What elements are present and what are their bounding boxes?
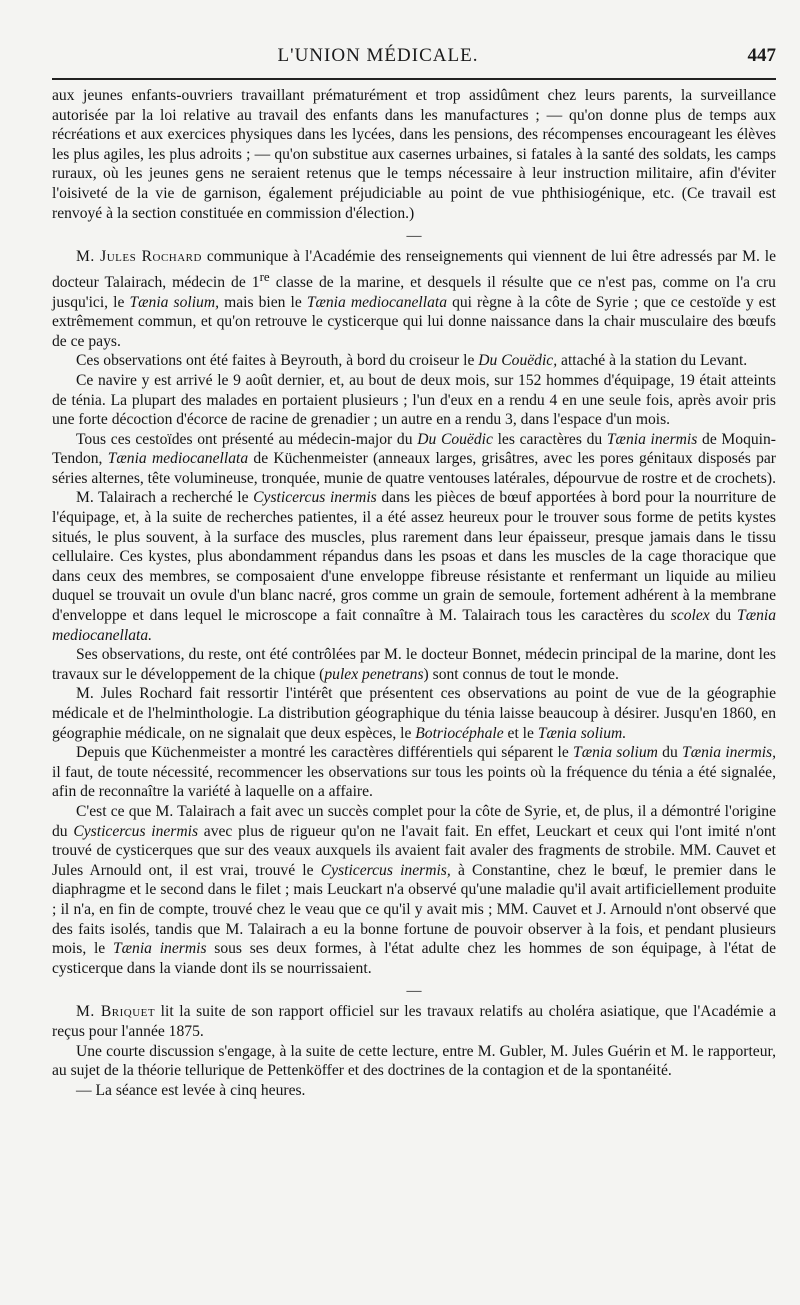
text-run: et le bbox=[503, 724, 538, 742]
text-run: de Moquin-Tendon, bbox=[52, 430, 777, 468]
italic-term: Tænia mediocanellata bbox=[107, 450, 249, 468]
italic-term: Tænia inermis bbox=[606, 430, 698, 448]
italic-term: Tænia solium, bbox=[129, 293, 220, 311]
text-run: M. Jules Rochard fait ressortir l'intérêt que présentent ces observations au point de vue de la géographie médicale et de l'helminthologie. La distribution géographique du ténia laisse beaucoup à désirer. Jusqu'en 1860, en géographie médicale, on ne signalait que deux espèces, le bbox=[52, 685, 776, 742]
paragraph-rochard-communication bbox=[52, 247, 776, 351]
text-run: Tous ces cestoïdes ont présenté au médecin-major du bbox=[76, 430, 418, 448]
text-run: classe de la marine, et desquels il résulte que ce n'est pas, comme on l'a cru jusqu'ici, le bbox=[52, 273, 776, 311]
italic-term: Tænia solium bbox=[573, 744, 658, 762]
page-header bbox=[52, 0, 776, 72]
italic-term: scolex bbox=[670, 607, 710, 625]
speaker-name: M. Briquet bbox=[76, 1003, 156, 1021]
italic-term: Tænia inermis, bbox=[682, 744, 777, 762]
paragraph-observations bbox=[52, 351, 776, 371]
paragraph-1: aux jeunes enfants-ouvriers travaillant prématurément et trop assidûment chez leurs parents, la surveillance autorisée par la loi relative au travail des enfants dans les manufactures ; — qu'on donne plus de temps aux récréations et aux exercices physiques dans les lycées, dans les pensions, des récompenses encourageant les élèves les plus agiles, les plus adroits ; — qu'on substitue aux casernes urbaines, si fatales à la santé des soldats, les camps ruraux, où les jeunes gens ne seraient retenus que le temps nécessaire à leur instruction militaire, afin d'éviter l'oisiveté de la vie de garnison, également préjudiciable au point de vue phthisiogénique, etc. (Ce travail est renvoyé à la section constituée en commission d'élection.) bbox=[52, 87, 776, 222]
text-run: de Küchenmeister (anneaux larges, grisâtres, avec les pores génitaux disposés par séries alternes, tête volumineuse, tronquée, munie de quatre ventouses latérales, dépourvue de rostre et de crochets). bbox=[52, 450, 776, 487]
italic-term: Du Couëdic bbox=[417, 430, 493, 448]
italic-term: Tænia mediocanellata bbox=[306, 293, 448, 311]
text-run: Depuis que Küchenmeister a montré les caractères différentiels qui séparent le bbox=[76, 744, 574, 762]
paragraph-geography bbox=[52, 684, 776, 743]
text-run: Ces observations ont été faites à Beyrouth, à bord du croiseur le bbox=[76, 352, 479, 370]
italic-term: Tænia solium. bbox=[537, 724, 627, 742]
italic-term: Tænia inermis bbox=[112, 940, 207, 958]
italic-term: Cysticercus inermis bbox=[253, 489, 377, 507]
running-title: L'UNION MÉDICALE. bbox=[277, 45, 479, 66]
text-run: il faut, de toute nécessité, recommencer les observations sur tous les points où la fréquence du ténia a été signalée, afin de reconnaître la variété à laquelle on a affaire. bbox=[52, 763, 776, 801]
paragraph-kuchenmeister bbox=[52, 743, 776, 802]
text-run: ) sont connus de tout le monde. bbox=[423, 665, 619, 683]
italic-term: Tænia mediocanellata. bbox=[52, 607, 777, 644]
page-number: 447 bbox=[747, 45, 776, 66]
text-run: communique à l'Académie des renseignements qui viennent de lui être adressés par M. le docteur Talairach, médecin de 1 bbox=[52, 248, 776, 291]
text-run: du bbox=[657, 744, 683, 762]
text-run: lit la suite de son rapport officiel sur les travaux relatifs au choléra asiatique, que l'Académie a reçus pour l'année 1875. bbox=[52, 1003, 777, 1040]
paragraph-discussion: Une courte discussion s'engage, à la suite de cette lecture, entre M. Gubler, M. Jules Guérin et M. le rapporteur, au sujet de la théorie tellurique de Pettenköffer et des doctrines de la contagion et de la spontanéité. bbox=[52, 1042, 776, 1080]
text-run: mais bien le bbox=[219, 293, 307, 311]
superscript: re bbox=[259, 268, 270, 284]
text-run: à Constantine, chez le bœuf, le premier dans le diaphragme et le second dans le filet ; mais Leuckart n'a observé qu'une maladie qu'il avait artificiellement produite ; il n'a, en fin de compte, trouvé chez le veau que ce qu'il y avait mis ; MM. Cauvet et J. Arnould n'ont observé que des faits isolés, tandis que M. Talairach a eu la bonne fortune de pouvoir observer à la fois, et pendant plusieurs mois, le bbox=[52, 861, 776, 958]
text-run: du bbox=[709, 607, 738, 625]
paragraph-talairach-success bbox=[52, 802, 776, 978]
speaker-name: M. Jules Rochard bbox=[76, 248, 202, 266]
text-run: C'est ce que M. Talairach a fait avec un succès complet pour la côte de Syrie, et, de plus, il a démontré l'origine du bbox=[52, 802, 776, 840]
section-separator: — bbox=[406, 983, 422, 1000]
text-run: qui règne à la côte de Syrie ; que ce cestoïde y est extrêmement commun, et qu'on retrouve le cysticerque qui lui donne naissance dans la chair musculaire des bœufs de ce pays. bbox=[52, 293, 777, 350]
italic-term: Du Couëdic, bbox=[478, 352, 558, 370]
text-run: sous ses deux formes, à l'état adulte chez les hommes de son équipage, à l'état de cysticerque dans la viande dont ils se nourrissaient. bbox=[52, 940, 776, 977]
paragraph-closing: — La séance est levée à cinq heures. bbox=[76, 1081, 306, 1099]
paragraph-cestoides bbox=[52, 430, 776, 489]
paragraph-cysticercus bbox=[52, 488, 776, 645]
text-run: dans les pièces de bœuf apportées à bord pour la nourriture de l'équipage, et, à la suite de recherches patientes, il a été assez heureux pour le trouver sous forme de petits kystes situés, le plus souvent, à la surface des muscles, plus rarement dans leur épaisseur, presque jamais dans le tissu cellulaire. Ces kystes, plus abondamment répandus dans les psoas et dans les muscles de la cage thoracique que dans ceux des membres, se composaient d'une enveloppe fibreuse résistante et renfermant un liquide au milieu duquel se trouvait un ovule d'un blanc nacré, gros comme un grain de semoule, fortement adhérent à la membrane d'enveloppe et dans lequel le microscope a fait connaître à M. Talairach tous les caractères du bbox=[52, 489, 777, 625]
italic-term: Botriocéphale bbox=[415, 724, 504, 742]
paragraph-briquet bbox=[52, 1002, 776, 1041]
paragraph-ship: Ce navire y est arrivé le 9 août dernier, et, au bout de deux mois, sur 152 hommes d'équipage, 19 était atteints de ténia. La plupart des malades en portaient plusieurs ; l'un d'eux en a rendu 4 en une seule fois, après avoir pris une forte décoction d'écorce de racine de grenadier ; un autre en a rendu 3, dans l'espace d'un mois. bbox=[52, 371, 776, 429]
italic-term: Cysticercus inermis bbox=[73, 822, 199, 840]
text-run: Ses observations, du reste, ont été contrôlées par M. le docteur Bonnet, médecin principal de la marine, dont les travaux sur le développement de la chique ( bbox=[52, 646, 776, 683]
italic-term: pulex penetrans bbox=[324, 665, 424, 683]
italic-term: Cysticercus inermis, bbox=[320, 861, 451, 879]
text-run: M. Talairach a recherché le bbox=[76, 489, 254, 507]
text-run: les caractères du bbox=[492, 430, 607, 448]
text-run: attaché à la station du Levant. bbox=[557, 352, 748, 370]
paragraph-bonnet bbox=[52, 645, 776, 684]
article-body bbox=[52, 86, 776, 1100]
header-rule bbox=[52, 78, 776, 80]
section-separator: — bbox=[406, 228, 422, 245]
text-run: avec plus de rigueur qu'on ne l'avait fait. En effet, Leuckart et ceux qui l'ont imité n'ont trouvé de cysticerques que sur des veaux auxquels ils avaient fait avaler des fragments de strobile. MM. Cauvet et Jules Arnould ont, il est vrai, trouvé le bbox=[52, 822, 776, 879]
